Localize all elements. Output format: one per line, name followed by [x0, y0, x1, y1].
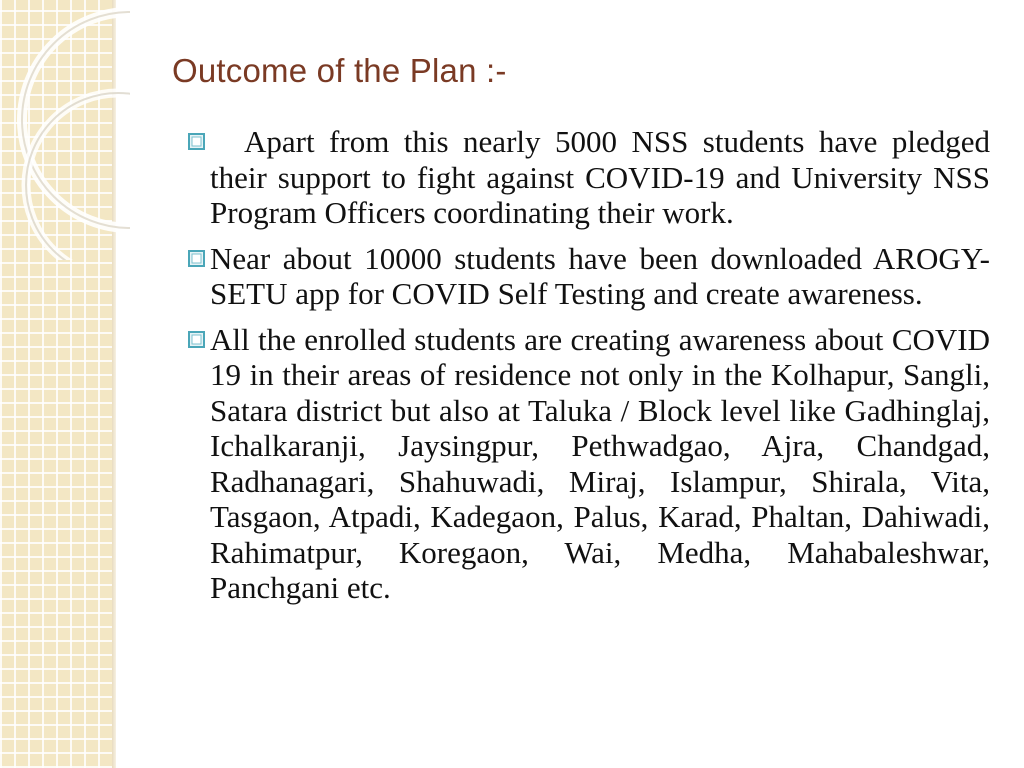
checkbox-square-icon	[188, 331, 205, 348]
bullet-item	[186, 241, 990, 312]
checkbox-square-icon	[188, 250, 205, 267]
bullet-item	[186, 322, 990, 606]
bullet-text: Near about 10000 students have been downloaded AROGY-SETU app for COVID Self Testing and create awareness.	[210, 240, 990, 311]
slide-title: Outcome of the Plan :-	[172, 52, 507, 89]
checkbox-square-icon	[188, 133, 205, 150]
bullet-item	[186, 124, 990, 231]
bullet-list	[186, 124, 990, 616]
bullet-text	[210, 124, 990, 231]
decorative-rings-icon	[0, 0, 130, 260]
bullet-text: All the enrolled students are creating awareness about COVID 19 in their areas of residence not only in the Kolhapur, Sangli, Satara district but also at Taluka / Block level like Gadhinglaj, Ichalkaranji, Jaysingpur, Pethwadgao, Ajra, Chandgad, Radhanagari, Shahuwadi, Miraj, Islampur, Shirala, Vita, Tasgaon, Atpadi, Kadegaon, Palus, Karad, Phaltan, Dahiwadi, Rahimatpur, Koregaon, Wai, Medha, Mahabaleshwar, Panchgani etc.	[210, 321, 990, 605]
bullet-text-content: Apart from this nearly 5000 NSS students have pledged their support to fight against COVID-19 and University NSS Program Officers coordinating their work.	[210, 124, 990, 230]
